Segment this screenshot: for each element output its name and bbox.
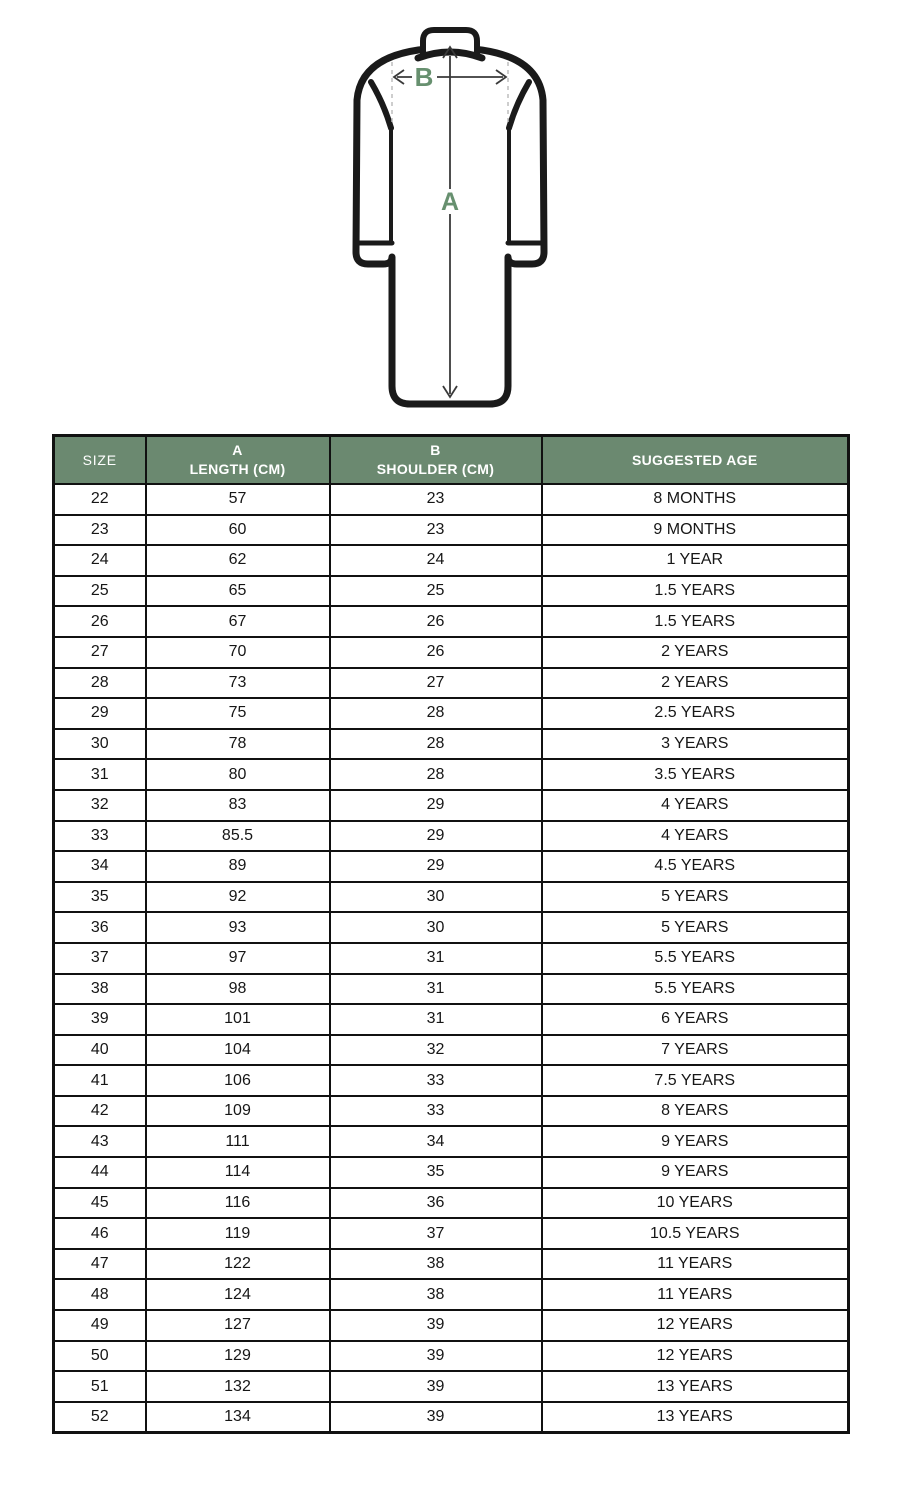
cell-length: 85.5 (146, 821, 330, 852)
cell-size: 51 (54, 1371, 146, 1402)
col-header-size (54, 436, 146, 485)
cell-age: 4 YEARS (542, 790, 849, 821)
cell-size: 30 (54, 729, 146, 760)
cell-length: 67 (146, 606, 330, 637)
cell-length: 132 (146, 1371, 330, 1402)
cell-size: 41 (54, 1065, 146, 1096)
cell-size: 45 (54, 1188, 146, 1219)
cell-shoulder: 39 (330, 1310, 542, 1341)
cell-length: 57 (146, 484, 330, 515)
cell-age: 2.5 YEARS (542, 698, 849, 729)
table-row (54, 637, 849, 668)
table-row (54, 1402, 849, 1433)
cell-size: 22 (54, 484, 146, 515)
cell-shoulder: 29 (330, 790, 542, 821)
cell-age: 1.5 YEARS (542, 576, 849, 607)
table-row (54, 1065, 849, 1096)
cell-shoulder: 28 (330, 698, 542, 729)
cell-size: 49 (54, 1310, 146, 1341)
cell-size: 25 (54, 576, 146, 607)
cell-shoulder: 31 (330, 974, 542, 1005)
cell-length: 78 (146, 729, 330, 760)
table-row (54, 790, 849, 821)
table-row (54, 668, 849, 699)
cell-length: 127 (146, 1310, 330, 1341)
cell-size: 29 (54, 698, 146, 729)
cell-length: 114 (146, 1157, 330, 1188)
col-header-size-label: SIZE (82, 451, 117, 468)
cell-size: 44 (54, 1157, 146, 1188)
cell-length: 134 (146, 1402, 330, 1433)
cell-shoulder: 24 (330, 545, 542, 576)
table-row (54, 484, 849, 515)
cell-shoulder: 33 (330, 1065, 542, 1096)
cell-shoulder: 39 (330, 1371, 542, 1402)
col-header-length (146, 436, 330, 485)
cell-age: 10 YEARS (542, 1188, 849, 1219)
cell-age: 5.5 YEARS (542, 974, 849, 1005)
col-header-shoulder (330, 436, 542, 485)
col-header-age-label: SUGGESTED AGE (631, 451, 758, 468)
cell-size: 34 (54, 851, 146, 882)
cell-shoulder: 39 (330, 1341, 542, 1372)
cell-length: 119 (146, 1218, 330, 1249)
col-header-shoulder-label: SHOULDER (CM) (376, 461, 495, 477)
col-header-age (542, 436, 849, 485)
cell-size: 26 (54, 606, 146, 637)
cell-shoulder: 31 (330, 1004, 542, 1035)
cell-length: 60 (146, 515, 330, 546)
cell-length: 111 (146, 1126, 330, 1157)
cell-length: 122 (146, 1249, 330, 1280)
cell-age: 5.5 YEARS (542, 943, 849, 974)
size-table-body (54, 484, 849, 1433)
cell-age: 12 YEARS (542, 1341, 849, 1372)
cell-length: 98 (146, 974, 330, 1005)
table-row (54, 1218, 849, 1249)
cell-age: 13 YEARS (542, 1371, 849, 1402)
cell-size: 43 (54, 1126, 146, 1157)
cell-length: 62 (146, 545, 330, 576)
cell-size: 35 (54, 882, 146, 913)
cell-age: 3.5 YEARS (542, 759, 849, 790)
cell-shoulder: 25 (330, 576, 542, 607)
cell-size: 24 (54, 545, 146, 576)
cell-age: 4.5 YEARS (542, 851, 849, 882)
cell-length: 92 (146, 882, 330, 913)
table-row (54, 1279, 849, 1310)
cell-shoulder: 33 (330, 1096, 542, 1127)
cell-age: 1 YEAR (542, 545, 849, 576)
shoulder-measure-label: B (414, 62, 434, 92)
cell-shoulder: 39 (330, 1402, 542, 1433)
table-row (54, 943, 849, 974)
table-row (54, 1035, 849, 1066)
cell-age: 10.5 YEARS (542, 1218, 849, 1249)
cell-size: 32 (54, 790, 146, 821)
table-row (54, 1341, 849, 1372)
table-row (54, 821, 849, 852)
col-header-length-label: LENGTH (CM) (189, 461, 286, 477)
cell-length: 106 (146, 1065, 330, 1096)
cell-age: 7.5 YEARS (542, 1065, 849, 1096)
table-row (54, 1310, 849, 1341)
cell-age: 4 YEARS (542, 821, 849, 852)
cell-age: 8 MONTHS (542, 484, 849, 515)
cell-shoulder: 23 (330, 484, 542, 515)
cell-age: 6 YEARS (542, 1004, 849, 1035)
cell-age: 11 YEARS (542, 1279, 849, 1310)
cell-size: 37 (54, 943, 146, 974)
cell-size: 31 (54, 759, 146, 790)
cell-length: 97 (146, 943, 330, 974)
cell-size: 50 (54, 1341, 146, 1372)
cell-age: 5 YEARS (542, 882, 849, 913)
cell-length: 83 (146, 790, 330, 821)
garment-diagram (0, 0, 900, 434)
table-row (54, 912, 849, 943)
cell-age: 1.5 YEARS (542, 606, 849, 637)
cell-size: 28 (54, 668, 146, 699)
col-header-length-letter: A (232, 442, 243, 459)
table-row (54, 545, 849, 576)
cell-shoulder: 37 (330, 1218, 542, 1249)
cell-age: 7 YEARS (542, 1035, 849, 1066)
cell-size: 38 (54, 974, 146, 1005)
cell-size: 23 (54, 515, 146, 546)
cell-length: 89 (146, 851, 330, 882)
cell-length: 104 (146, 1035, 330, 1066)
table-row (54, 1157, 849, 1188)
cell-age: 8 YEARS (542, 1096, 849, 1127)
cell-shoulder: 27 (330, 668, 542, 699)
cell-length: 129 (146, 1341, 330, 1372)
cell-size: 36 (54, 912, 146, 943)
cell-shoulder: 31 (330, 943, 542, 974)
cell-shoulder: 26 (330, 637, 542, 668)
cell-length: 73 (146, 668, 330, 699)
cell-shoulder: 29 (330, 821, 542, 852)
cell-age: 9 MONTHS (542, 515, 849, 546)
cell-age: 11 YEARS (542, 1249, 849, 1280)
cell-size: 46 (54, 1218, 146, 1249)
cell-size: 27 (54, 637, 146, 668)
cell-shoulder: 30 (330, 882, 542, 913)
table-row (54, 1126, 849, 1157)
cell-length: 70 (146, 637, 330, 668)
cell-length: 101 (146, 1004, 330, 1035)
cell-size: 47 (54, 1249, 146, 1280)
table-row (54, 606, 849, 637)
thobe-illustration (0, 0, 900, 434)
cell-shoulder: 38 (330, 1279, 542, 1310)
cell-shoulder: 29 (330, 851, 542, 882)
cell-age: 9 YEARS (542, 1126, 849, 1157)
table-row (54, 729, 849, 760)
length-measure-label: A (440, 188, 460, 216)
table-row (54, 1004, 849, 1035)
cell-age: 13 YEARS (542, 1402, 849, 1433)
cell-shoulder: 32 (330, 1035, 542, 1066)
size-table-header (54, 436, 849, 485)
cell-shoulder: 35 (330, 1157, 542, 1188)
cell-size: 42 (54, 1096, 146, 1127)
table-row (54, 759, 849, 790)
cell-shoulder: 36 (330, 1188, 542, 1219)
table-row (54, 576, 849, 607)
cell-size: 33 (54, 821, 146, 852)
cell-length: 80 (146, 759, 330, 790)
cell-age: 5 YEARS (542, 912, 849, 943)
cell-size: 39 (54, 1004, 146, 1035)
size-table (52, 434, 850, 1434)
table-row (54, 974, 849, 1005)
cell-size: 40 (54, 1035, 146, 1066)
cell-length: 65 (146, 576, 330, 607)
cell-age: 3 YEARS (542, 729, 849, 760)
table-row (54, 882, 849, 913)
cell-length: 116 (146, 1188, 330, 1219)
table-row (54, 851, 849, 882)
cell-age: 12 YEARS (542, 1310, 849, 1341)
cell-shoulder: 28 (330, 729, 542, 760)
cell-length: 109 (146, 1096, 330, 1127)
cell-length: 124 (146, 1279, 330, 1310)
table-row (54, 1371, 849, 1402)
cell-size: 48 (54, 1279, 146, 1310)
cell-shoulder: 26 (330, 606, 542, 637)
cell-age: 2 YEARS (542, 668, 849, 699)
table-row (54, 698, 849, 729)
table-row (54, 1188, 849, 1219)
cell-size: 52 (54, 1402, 146, 1433)
cell-shoulder: 28 (330, 759, 542, 790)
table-row (54, 1249, 849, 1280)
cell-shoulder: 34 (330, 1126, 542, 1157)
table-header-row (54, 436, 849, 485)
table-row (54, 515, 849, 546)
cell-length: 75 (146, 698, 330, 729)
col-header-shoulder-letter: B (430, 442, 441, 459)
table-row (54, 1096, 849, 1127)
cell-length: 93 (146, 912, 330, 943)
cell-age: 9 YEARS (542, 1157, 849, 1188)
cell-age: 2 YEARS (542, 637, 849, 668)
cell-shoulder: 38 (330, 1249, 542, 1280)
cell-shoulder: 23 (330, 515, 542, 546)
cell-shoulder: 30 (330, 912, 542, 943)
